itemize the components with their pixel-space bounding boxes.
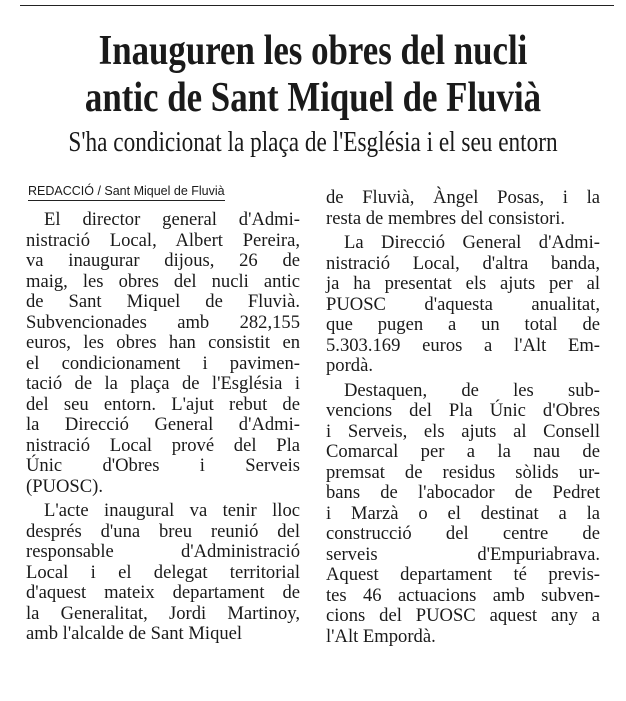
text-line: bans de l'abocador de Pedret: [326, 482, 600, 503]
article-subheadline: S'ha condicionat la plaça de l'Església i el seu entorn: [68, 127, 558, 158]
text-line: construcció del centre de: [326, 523, 600, 544]
byline: REDACCIÓ / Sant Miquel de Fluvià: [28, 184, 225, 201]
text-line: Aquest departament té previs-: [326, 564, 600, 585]
text-line: (PUOSC).: [26, 475, 103, 497]
text-line: i Serveis, els ajuts al Consell: [326, 420, 600, 442]
article-column-1: [26, 210, 300, 645]
text-line: del seu entorn. L'ajut rebut de: [26, 393, 300, 415]
text-line: va inaugurar dijous, 26 de: [26, 250, 300, 271]
text-line: Local i el delegat territorial: [26, 561, 300, 583]
text-line: que pugen a un total de: [326, 314, 600, 335]
headline-line-2: antic de Sant Miquel de Fluvià: [84, 75, 542, 121]
article-column-2: [326, 188, 600, 647]
text-line: el condicionament i pavimen-: [26, 352, 300, 374]
text-line: El director general d'Admi-: [44, 209, 300, 230]
text-line: i Marzà o el destinat a la: [326, 502, 600, 524]
text-line: pordà.: [326, 355, 373, 376]
paragraph: [326, 188, 600, 229]
text-line: tació de la plaça de l'Església i: [26, 373, 300, 394]
text-line: vencions del Pla Únic d'Obres: [326, 400, 600, 421]
text-line: premsat de residus sòlids ur-: [326, 461, 600, 483]
text-line: la Direcció General d'Admi-: [26, 414, 300, 435]
text-line: euros, les obres han consistit en: [26, 332, 300, 353]
text-line: resta de membres del consistori.: [326, 207, 566, 229]
text-line: Destaquen, de les sub-: [344, 379, 600, 401]
article-headline: [62, 28, 565, 122]
text-line: PUOSC d'aquesta anualitat,: [326, 293, 600, 315]
paragraph: [326, 381, 600, 648]
text-line: nistració Local, Albert Pereira,: [26, 229, 300, 251]
text-line: cions del PUOSC aquest any a: [326, 605, 600, 626]
text-line: serveis d'Empuriabrava.: [326, 543, 600, 565]
text-line: responsable d'Administració: [26, 541, 300, 562]
text-line: l'Alt Empordà.: [326, 625, 436, 647]
paragraph: [26, 210, 300, 497]
paragraph: [326, 233, 600, 377]
text-line: de Sant Miquel de Fluvià.: [26, 291, 300, 312]
text-line: després d'una breu reunió del: [26, 520, 300, 542]
text-line: la Generalitat, Jordi Martinoy,: [26, 602, 300, 624]
text-line: nistració Local prové del Pla: [26, 434, 300, 456]
text-line: d'aquest mateix departament de: [26, 582, 300, 603]
text-line: Comarcal per a la nau de: [326, 441, 600, 462]
top-rule: [20, 5, 614, 6]
text-line: Subvencionades amb 282,155: [26, 311, 300, 333]
text-line: maig, les obres del nucli antic: [26, 270, 300, 292]
text-line: amb l'alcalde de Sant Miquel: [26, 623, 243, 644]
text-line: nistració Local, d'altra banda,: [326, 252, 600, 274]
text-line: La Direcció General d'Admi-: [344, 232, 600, 253]
text-line: L'acte inaugural va tenir lloc: [44, 500, 300, 521]
paragraph: [26, 501, 300, 645]
text-line: tes 46 actuacions amb subven-: [326, 584, 600, 606]
headline-line-1: Inauguren les obres del nucli: [98, 28, 528, 74]
text-line: 5.303.169 euros a l'Alt Em-: [326, 334, 600, 356]
text-line: ja ha presentat els ajuts per al: [326, 273, 600, 294]
text-line: de Fluvià, Àngel Posas, i la: [326, 187, 600, 208]
text-line: Únic d'Obres i Serveis: [26, 455, 300, 476]
